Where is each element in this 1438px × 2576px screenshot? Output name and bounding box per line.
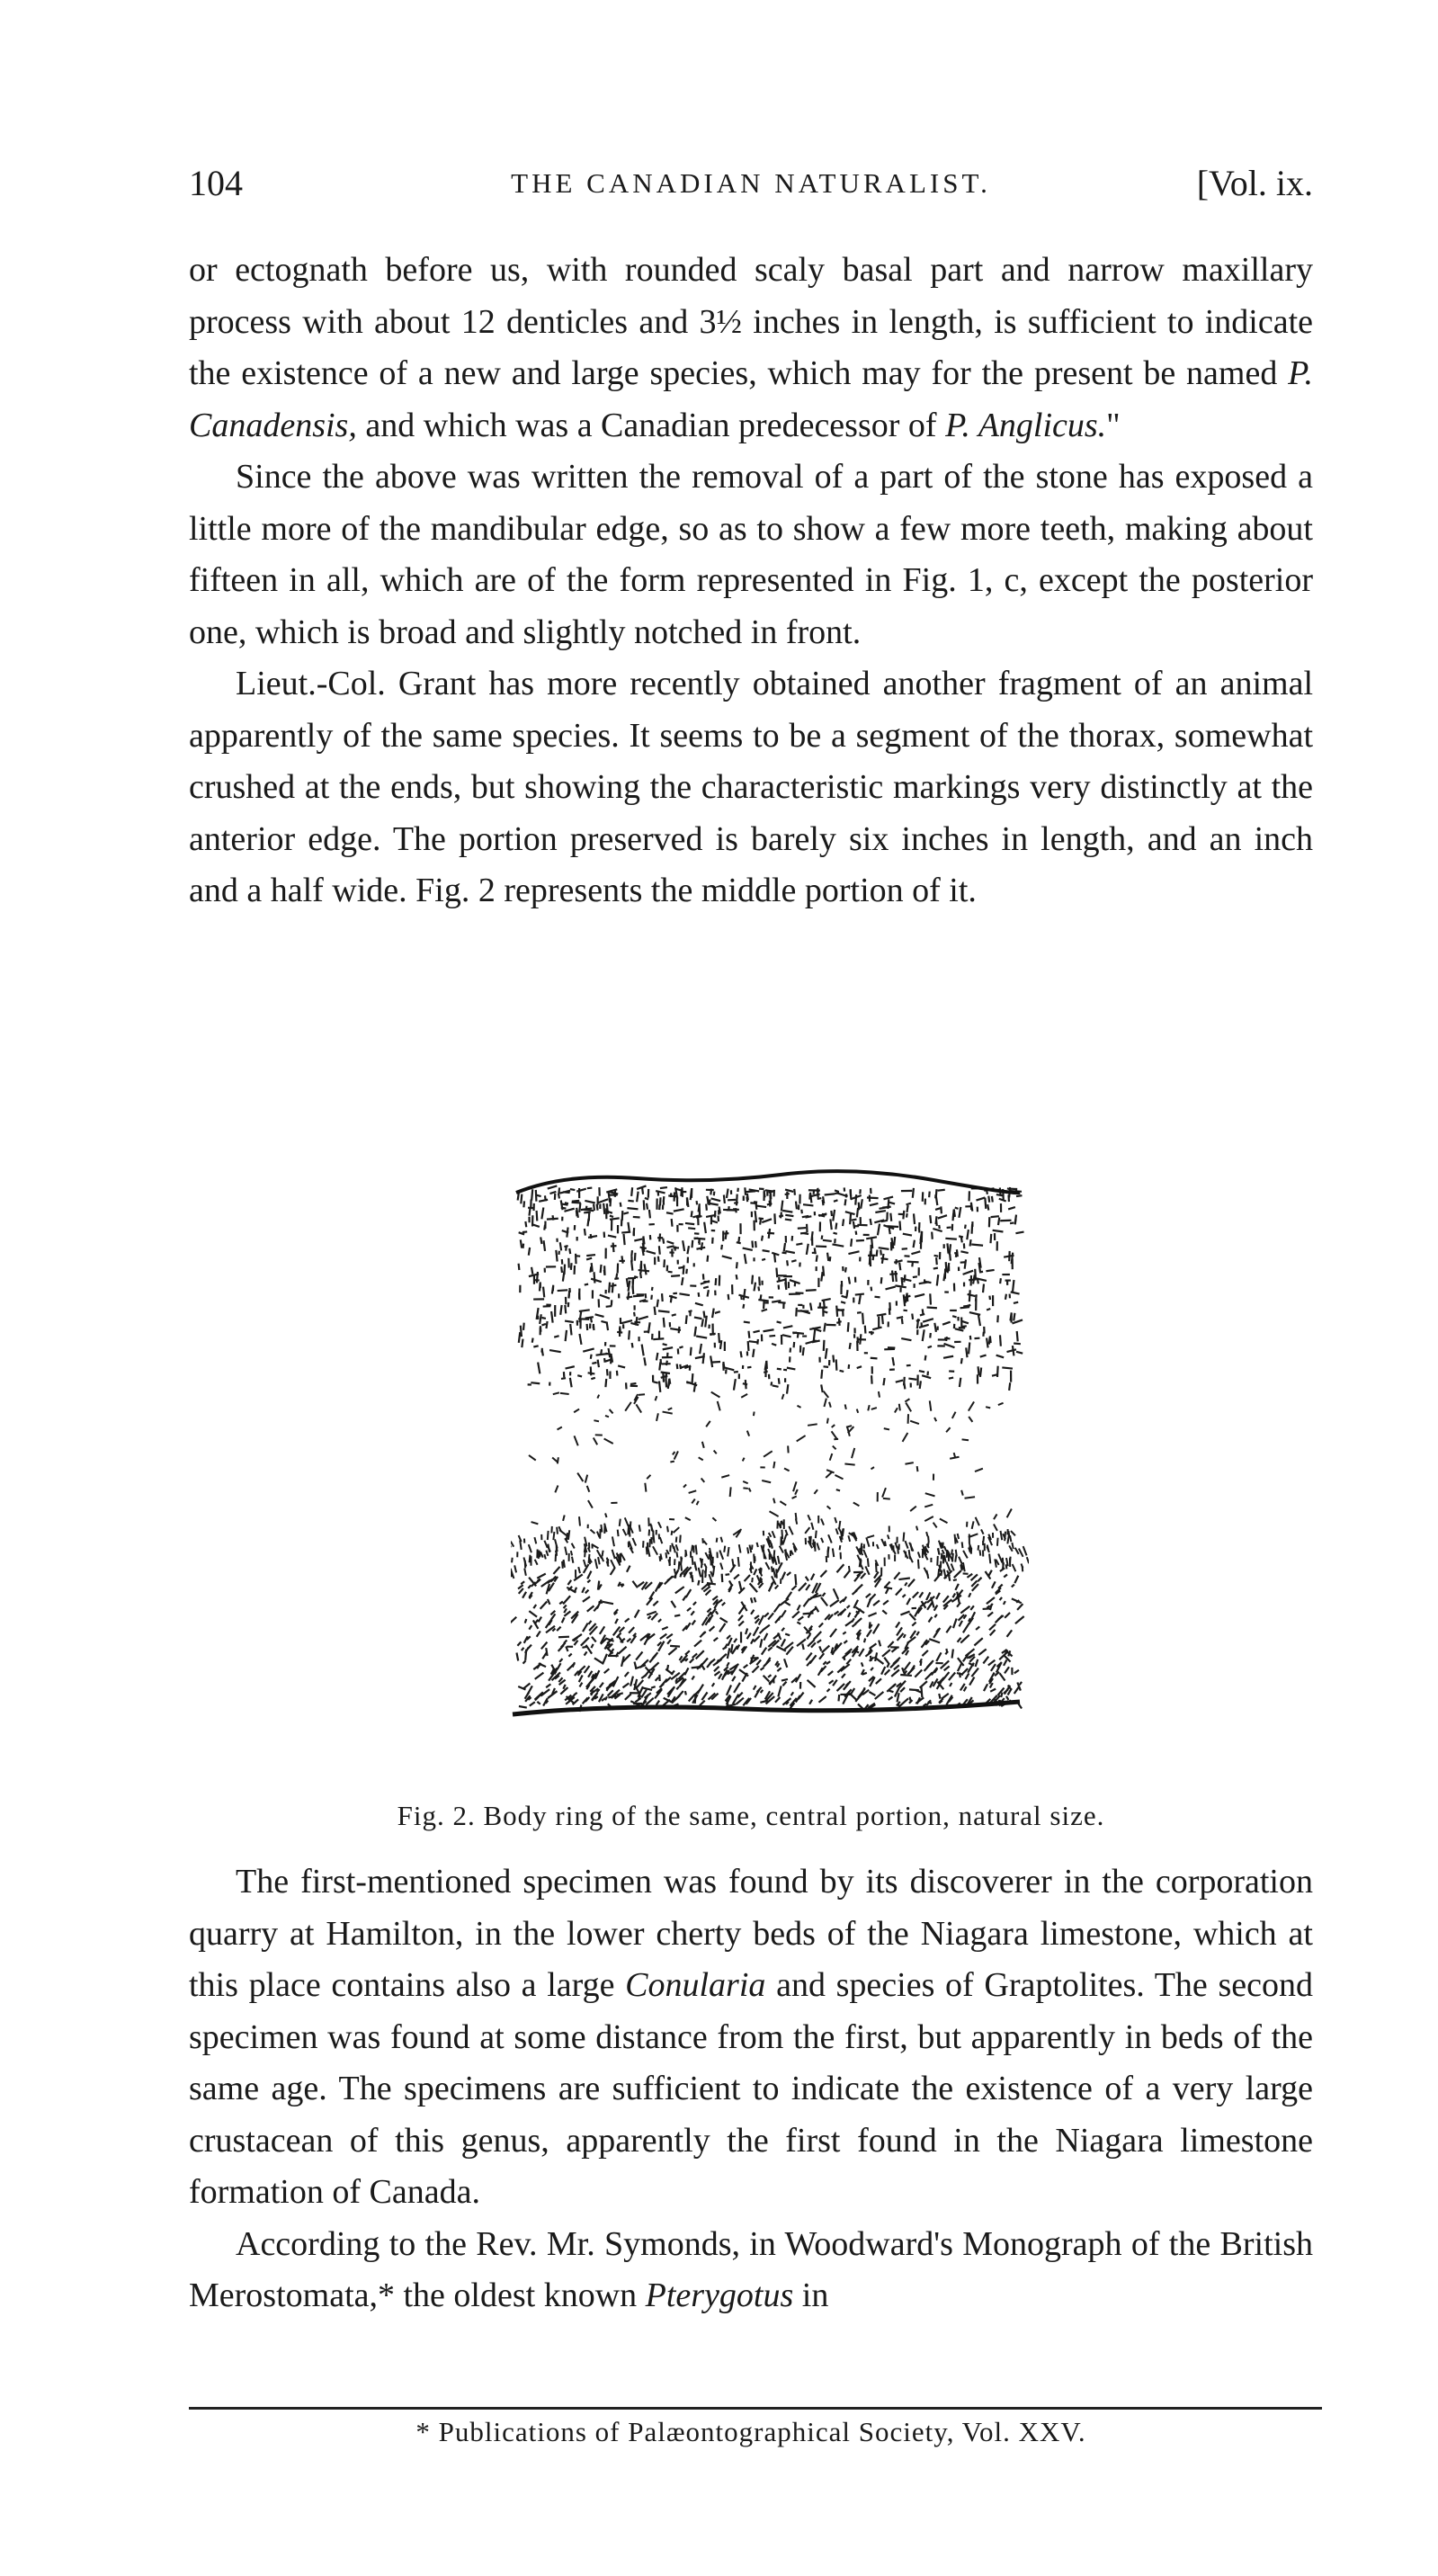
- text-segment: or ectognath before us, with rounded scaly basal part and narrow maxillary process with about 12 denticles and 3½ inches in length, is sufficient to indicate the existence of a new and large species, which may for the present be named: [189, 251, 1313, 392]
- text-segment: Lieut.-Col. Grant has more recently obtained another fragment of an animal apparently of the same species. It seems to be a segment of the thorax, somewhat crushed at the ends, but showing the characteristic markings very distinctly at the anterior edge. The portion preserved is barely six inches in length, and an inch and a half wide. Fig. 2 represents the middle portion of it.: [189, 665, 1313, 909]
- footnote: * Publications of Palæontographical Society, Vol. XXV.: [415, 2416, 1086, 2447]
- text-segment: The first-mentioned specimen was found by its discoverer in the corporation quarry at Hamilton, in the lower cherty beds of the Niagara limestone, which at this place contains also a large: [189, 1863, 1313, 2004]
- genus-name-italic: Conularia: [625, 1966, 766, 2004]
- species-name-italic: P. Anglicus.: [945, 406, 1107, 444]
- paragraph-continuation: [189, 245, 1313, 452]
- volume-label: [Vol. ix.: [1196, 163, 1313, 203]
- journal-title: THE CANADIAN NATURALIST.: [511, 167, 991, 199]
- genus-name-italic: Pterygotus: [645, 2276, 794, 2314]
- running-header: [189, 162, 1313, 216]
- body-text-bottom: [189, 1856, 1313, 2322]
- paragraph: [189, 2219, 1313, 2322]
- paragraph: [189, 452, 1313, 658]
- paragraph: [189, 1856, 1313, 2219]
- text-segment: and which was a Canadian predecessor of: [356, 406, 946, 444]
- figure-2-illustration: [511, 1166, 1029, 1729]
- paragraph: [189, 658, 1313, 917]
- page-number: 104: [189, 163, 243, 203]
- body-text-top: [189, 245, 1313, 917]
- footnote-rule: [189, 2407, 1322, 2410]
- species-name-italic: P. Canadensis,: [189, 354, 1313, 444]
- text-segment: ": [1106, 406, 1121, 444]
- text-segment: Since the above was written the removal of a part of the stone has exposed a little more of the mandibular edge, so as to show a few more teeth, making about fifteen in all, which are of the form represented in Fig. 1, c, except the posterior one, which is broad and slightly notched in front.: [189, 458, 1313, 651]
- text-segment: According to the Rev. Mr. Symonds, in Woodward's Monograph of the British Merostomata,* the oldest known: [189, 2224, 1313, 2314]
- text-segment: and species of Graptolites. The second specimen was found at some distance from the first, but apparently in beds of the same age. The specimens are sufficient to indicate the existence of a very large crustacean of this genus, apparently the first found in the Niagara limestone formation of Canada.: [189, 1966, 1314, 2211]
- figure-caption: Fig. 2. Body ring of the same, central portion, natural size.: [397, 1800, 1105, 1831]
- text-segment: in: [793, 2276, 829, 2314]
- fossil-body-ring-engraving: [511, 1166, 1029, 1729]
